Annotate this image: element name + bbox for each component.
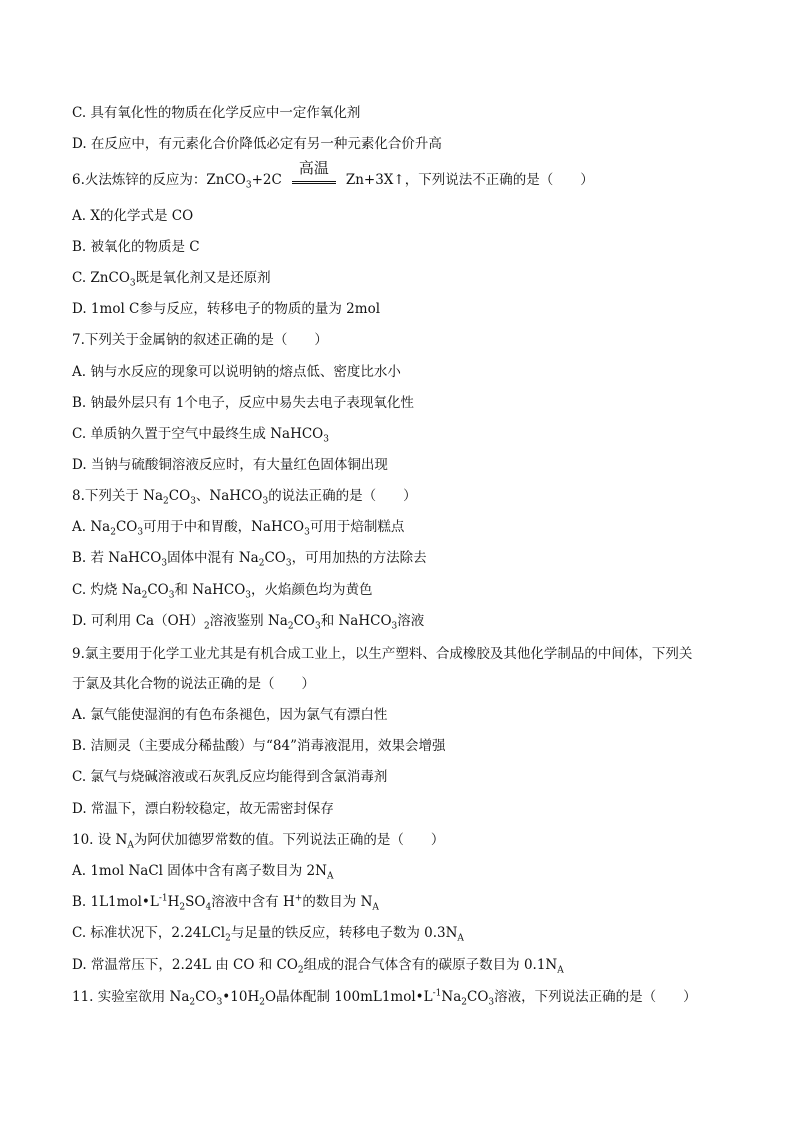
text: CO: [467, 989, 489, 1005]
subscript: 3: [137, 527, 144, 538]
text: 溶液: [397, 613, 425, 629]
reaction-condition-label: 高温: [298, 159, 329, 177]
text: 固体中混有 Na: [167, 550, 259, 566]
q8-option-d: [72, 612, 424, 630]
text: 10. 设 N: [72, 832, 128, 848]
text: C. 灼烧 Na: [72, 582, 142, 598]
subscript: 3: [488, 997, 495, 1008]
subscript: 4: [205, 902, 212, 913]
text: 8.下列关于 Na: [72, 488, 164, 504]
text: 的说法正确的是（ ）: [268, 488, 417, 504]
q8-option-a: [72, 518, 404, 536]
text: C. 标准状况下，2.24LCl: [72, 925, 226, 941]
q6-option-a: A. X的化学式是 CO: [72, 208, 194, 224]
subscript: 2: [163, 496, 169, 507]
q6-option-b: B. 被氧化的物质是 C: [72, 239, 200, 255]
subscript: 2: [141, 590, 148, 601]
subscript: 2: [179, 902, 186, 913]
q7-option-c: [72, 425, 329, 443]
text: ，火焰颜色均为黄色: [251, 582, 373, 598]
text: A. Na: [72, 519, 111, 535]
q11-stem: [72, 988, 697, 1006]
text: C. ZnCO: [72, 270, 130, 286]
subscript: 2: [225, 933, 231, 944]
q8-option-b: [72, 549, 427, 567]
text: 11. 实验室欲用 Na: [72, 989, 190, 1005]
subscript: 3: [314, 621, 321, 632]
text: B. 若 NaHCO: [72, 550, 162, 566]
text: 、NaHCO: [195, 488, 263, 504]
text: 与足量的铁反应，转移电子数为 0.3N: [230, 925, 458, 941]
q7-option-d: D. 当钠与硫酸铜溶液反应时，有大量红色固体铜出现: [72, 457, 388, 473]
text: 溶液鉴别 Na: [209, 613, 288, 629]
text: A. 1mol NaCl 固体中含有离子数目为 2N: [72, 863, 327, 879]
subscript: A: [457, 933, 464, 944]
text: SO: [185, 894, 206, 910]
subscript: 3: [190, 496, 196, 507]
text: D. 可利用 Ca（OH）: [72, 613, 204, 629]
q6-option-d: D. 1mol C参与反应，转移电子的物质的量为 2mol: [72, 301, 381, 317]
q10-option-b: [72, 893, 379, 911]
q10-option-c: [72, 924, 464, 942]
subscript: 3: [391, 621, 398, 632]
text: D. 常温常压下，2.24L 由 CO 和 CO: [72, 957, 298, 973]
subscript: A: [326, 871, 334, 882]
q9-option-b: B. 洁厕灵（主要成分稀盐酸）与“84”消毒液混用，效果会增强: [72, 738, 446, 754]
text: 可用于焙制糕点: [309, 519, 405, 535]
subscript: 2: [297, 965, 304, 976]
subscript: 3: [285, 558, 292, 569]
subscript: 2: [203, 621, 210, 632]
subscript: 3: [262, 496, 269, 507]
text: 组成的混合气体含有的碳原子数目为 0.1N: [303, 957, 558, 973]
q9-option-a: A. 氯气能使湿润的有色布条褪色，因为氯气有漂白性: [72, 707, 388, 723]
text: B. 1L1mol•L: [72, 894, 159, 910]
text: 溶液，下列说法正确的是（ ）: [494, 989, 697, 1005]
reaction-condition-arrow: [292, 159, 336, 189]
text: 为阿伏加德罗常数的值。下列说法正确的是（ ）: [133, 832, 445, 848]
q7-option-b: B. 钠最外层只有 1个电子，反应中易失去电子表现氧化性: [72, 395, 414, 411]
text: CO: [147, 582, 169, 598]
superscript: -1: [158, 893, 168, 904]
q6-stem-text: +2C: [251, 172, 282, 188]
subscript: 2: [258, 558, 265, 569]
q7-option-a: A. 钠与水反应的现象可以说明钠的熔点低、密度比水小: [72, 364, 401, 380]
subscript: 2: [189, 997, 196, 1008]
text: ，可用加热的方法除去: [291, 550, 427, 566]
q6-stem: [72, 159, 594, 191]
subscript: 3: [323, 434, 329, 445]
subscript: A: [557, 965, 564, 976]
text: CO: [195, 989, 217, 1005]
q9-option-c: C. 氯气与烧碱溶液或石灰乳反应均能得到含氯消毒剂: [72, 769, 388, 785]
subscript: 3: [161, 558, 168, 569]
q7-stem: 7.下列关于金属钠的叙述正确的是（ ）: [72, 332, 328, 348]
text: 和 NaHCO: [174, 582, 246, 598]
q6-stem-text: Zn+3X↑，下列说法不正确的是（ ）: [345, 172, 594, 188]
q9-stem-line1: 9.氯主要用于化学工业尤其是有机合成工业上，以生产塑料、合成橡胶及其他化学制品的中间体，下列关: [72, 646, 693, 662]
text: CO: [168, 488, 191, 504]
q10-stem: [72, 831, 444, 849]
text: 可用于中和胃酸，NaHCO: [143, 519, 305, 535]
text: 和 NaHCO: [320, 613, 392, 629]
subscript: A: [372, 902, 379, 913]
q9-stem-line2: 于氯及其化合物的说法正确的是（ ）: [72, 676, 315, 692]
subscript: 3: [129, 278, 136, 289]
subscript: A: [127, 840, 134, 851]
text: •10H: [222, 989, 260, 1005]
superscript: -1: [432, 988, 442, 999]
q9-option-d: D. 常温下，漂白粉较稳定，故无需密封保存: [72, 801, 334, 817]
superscript: +: [294, 893, 303, 904]
subscript: 3: [245, 590, 252, 601]
subscript: 2: [110, 527, 116, 538]
subscript: 3: [304, 527, 310, 538]
q8-option-c: [72, 581, 373, 599]
q10-option-a: [72, 862, 333, 880]
subscript: 3: [245, 180, 252, 191]
subscript: 2: [287, 621, 294, 632]
text: CO: [264, 550, 286, 566]
q10-option-d: [72, 956, 564, 974]
text: 溶液中含有 H: [211, 894, 295, 910]
q5-option-d: D. 在反应中，有元素化合价降低必定有另一种元素化合价升高: [72, 136, 442, 152]
text: O晶体配制 100mL1mol•L: [264, 989, 433, 1005]
equals-bar: [292, 181, 336, 182]
text: 既是氧化剂又是还原剂: [135, 270, 271, 286]
subscript: 2: [259, 997, 265, 1008]
subscript: 2: [461, 997, 467, 1008]
subscript: 3: [216, 997, 223, 1008]
text: C. 单质钠久置于空气中最终生成 NaHCO: [72, 426, 324, 442]
q6-option-c: [72, 269, 271, 287]
subscript: 3: [168, 590, 175, 601]
text: CO: [293, 613, 315, 629]
q8-stem: [72, 487, 417, 505]
text: CO: [115, 519, 138, 535]
q6-stem-text: 6.火法炼锌的反应为：ZnCO: [72, 172, 246, 188]
text: Na: [441, 989, 462, 1005]
equals-bar: [292, 183, 336, 184]
q5-option-c: C. 具有氧化性的物质在化学反应中一定作氧化剂: [72, 105, 361, 121]
text: 的数目为 N: [302, 894, 373, 910]
text: H: [167, 894, 180, 910]
